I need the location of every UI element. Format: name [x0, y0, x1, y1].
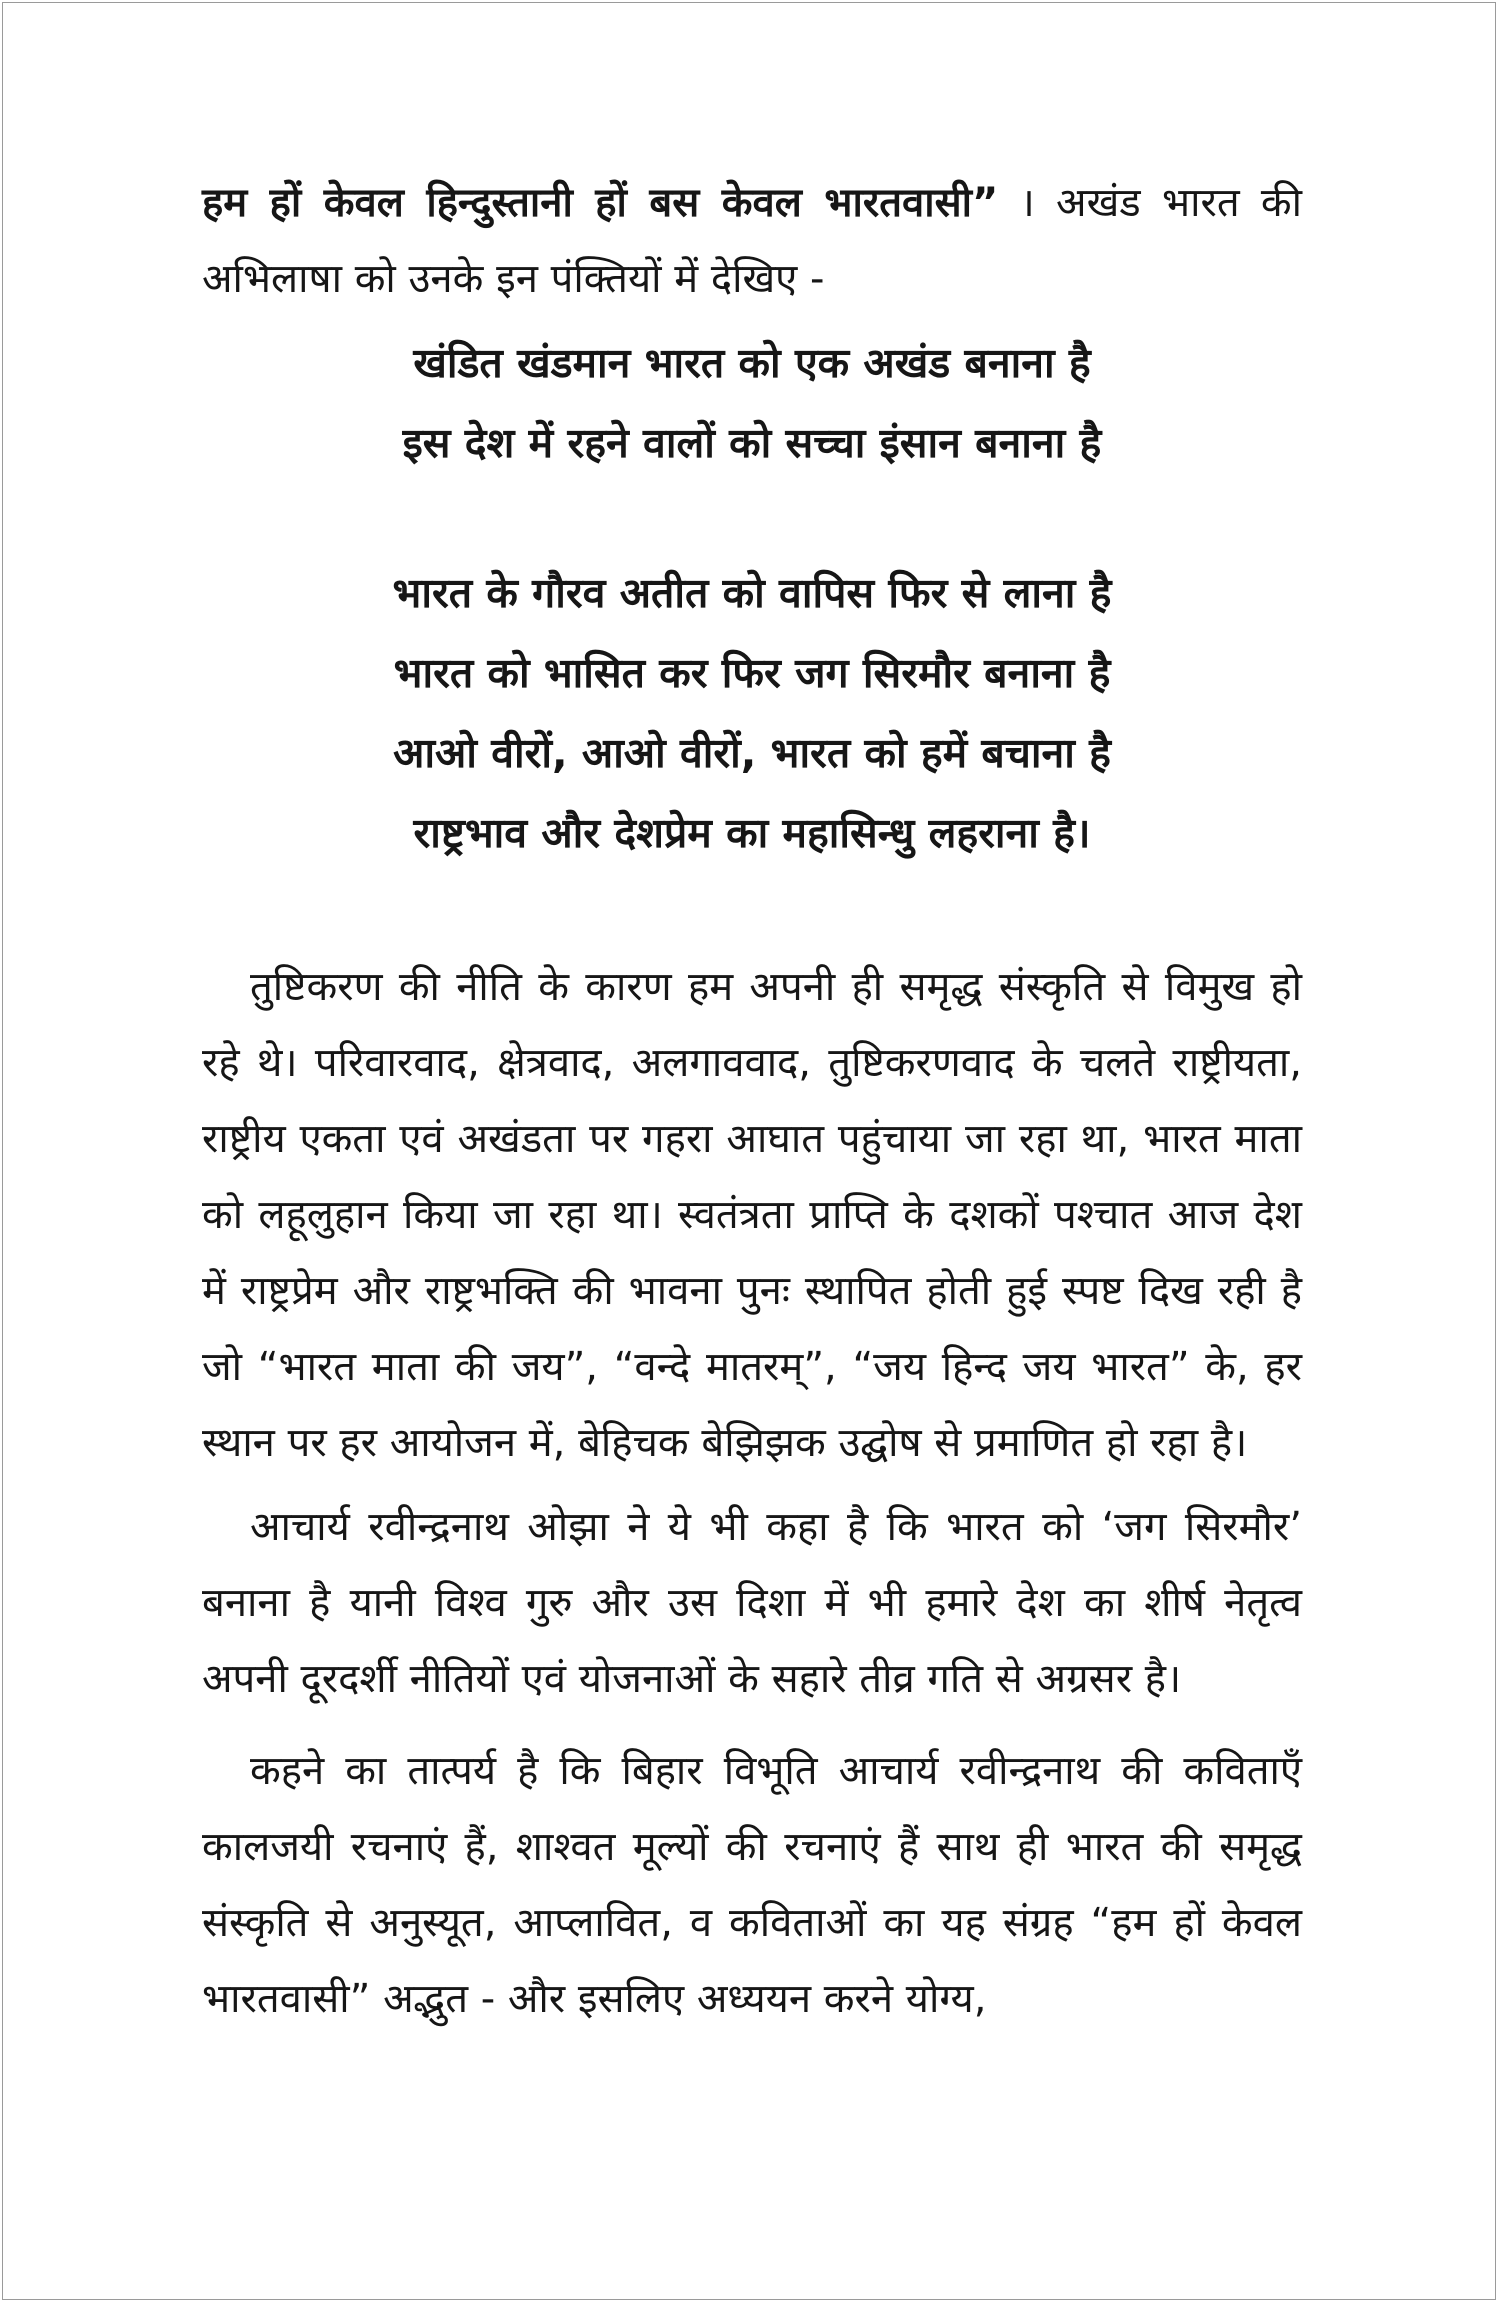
body-paragraph: तुष्टिकरण की नीति के कारण हम अपनी ही समृद्ध संस्कृति से विमुख हो रहे थे। परिवारवाद, क्षेत्रवाद, अलगाववाद, तुष्टिकरणवाद के चलते राष्ट्रीयता, राष्ट्रीय एकता एवं अखंडता पर गहरा आघात पहुंचाया जा रहा था, भारत माता को लहूलुहान किया जा रहा था। स्वतंत्रता प्राप्ति के दशकों पश्चात आज देश में राष्ट्रप्रेम और राष्ट्रभक्ति की भावना पुनः स्थापित होती हुई स्पष्ट दिख रही है जो “भारत माता की जय”, “वन्दे मातरम्”, “जय हिन्द जय भारत” के, हर स्थान पर हर आयोजन में, बेहिचक बेझिझक उद्घोष से प्रमाणित हो रहा है। — [202, 964, 1302, 1466]
verse-line: खंडित खंडमान भारत को एक अखंड बनाना है — [413, 339, 1091, 387]
intro-bold-quote: हम हों केवल हिन्दुस्तानी हों बस केवल भारतवासी” — [202, 180, 999, 226]
verse-line: राष्ट्रभाव और देशप्रेम का महासिन्धु लहराना है। — [413, 809, 1091, 857]
body-paragraph: आचार्य रवीन्द्रनाथ ओझा ने ये भी कहा है कि भारत को ‘जग सिरमौर’ बनाना है यानी विश्व गुरु और उस दिशा में भी हमारे देश का शीर्ष नेतृत्व अपनी दूरदर्शी नीतियों एवं योजनाओं के सहारे तीव्र गति से अग्रसर है। — [202, 1504, 1302, 1702]
verse-stanza-1 — [202, 323, 1302, 483]
verse-line: इस देश में रहने वालों को सच्चा इंसान बनाना है — [402, 419, 1102, 467]
page-content — [202, 165, 1302, 2037]
intro-text: । अखंड भारत की अभिलाषा को उनके इन पंक्तियों में देखिए - — [202, 180, 1303, 302]
verse-line: आओ वीरों, आओ वीरों, भारत को हमें बचाना है — [393, 729, 1111, 777]
intro-paragraph — [202, 165, 1302, 317]
body-paragraph: कहने का तात्पर्य है कि बिहार विभूति आचार्य रवीन्द्रनाथ की कविताएँ कालजयी रचनाएं हैं, शाश्वत मूल्यों की रचनाएं हैं साथ ही भारत की समृद्ध संस्कृति से अनुस्यूत, आप्लावित, व कविताओं का यह संग्रह “हम हों केवल भारतवासी” अद्भुत - और इसलिए अध्ययन करने योग्य, — [202, 1748, 1302, 2022]
verse-line: भारत के गौरव अतीत को वापिस फिर से लाना है — [392, 569, 1112, 617]
verse-line: भारत को भासित कर फिर जग सिरमौर बनाना है — [393, 649, 1111, 697]
verse-stanza-2 — [202, 553, 1302, 873]
